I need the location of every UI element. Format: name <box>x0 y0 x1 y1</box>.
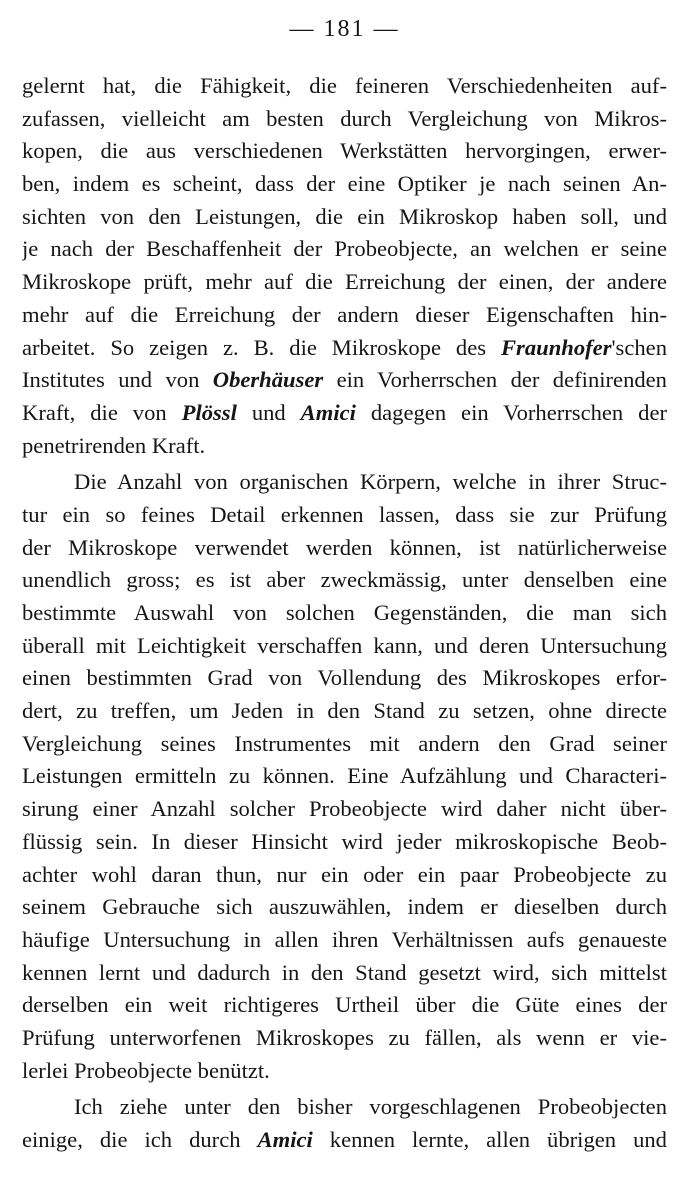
text-line: lerlei Probeobjecte benützt. <box>22 1057 270 1083</box>
text-line: Vergleichung seines Instrumentes mit andern den Grad seiner <box>22 730 667 756</box>
paragraph-3 <box>22 1091 667 1156</box>
text-line: sichten von den Leistungen, die ein Mikroskop haben soll, und <box>22 203 667 229</box>
text-line: je nach der Beschaffenheit der Probeobjecte, an welchen er seine <box>22 236 667 262</box>
text-line: bestimmte Auswahl von solchen Gegenständen, die man sich <box>22 600 667 625</box>
text-line: häufige Untersuchung in allen ihren Verhältnissen aufs genaueste <box>22 926 667 952</box>
text-line: penetrirenden Kraft. <box>22 432 206 458</box>
text-line: flüssig sein. In dieser Hinsicht wird jeder mikroskopische Beob- <box>22 828 667 854</box>
text-line: gelernt hat, die Fähigkeit, die feineren Verschiedenheiten auf- <box>22 73 667 98</box>
text-line: Ich ziehe unter den bisher vorgeschlagenen Probeobjecten <box>74 1094 667 1120</box>
paragraph-1 <box>22 70 667 462</box>
text-line: kopen, die aus verschiedenen Werkstätten hervorgingen, erwer- <box>22 138 667 164</box>
text-line: Kraft, die von Plössl und Amici dagegen ein Vorherrschen der <box>22 399 667 425</box>
text-line: überall mit Leichtigkeit verschaffen kann, und deren Untersuchung <box>22 632 667 658</box>
text-line: Mikroskope prüft, mehr auf die Erreichung der einen, der andere <box>22 269 667 295</box>
text-line: zufassen, vielleicht am besten durch Vergleichung von Mikros- <box>22 105 667 131</box>
text-line: ben, indem es scheint, dass der eine Optiker je nach seinen An- <box>22 171 667 197</box>
text-line: Prüfung unterworfenen Mikroskopes zu fällen, als wenn er vie- <box>22 1024 667 1050</box>
person-name-amici: Amici <box>257 1127 313 1152</box>
text-line: arbeitet. So zeigen z. B. die Mikroskope des Fraunhofer'schen <box>22 334 667 360</box>
text-line: mehr auf die Erreichung der andern dieser Eigenschaften hin- <box>22 301 667 327</box>
person-name-fraunhofer: Fraunhofer <box>500 334 612 360</box>
text-line: achter wohl daran thun, nur ein oder ein paar Probeobjecte zu <box>22 861 667 887</box>
text-line: derselben ein weit richtigeres Urtheil über die Güte eines der <box>22 992 667 1018</box>
person-name-ploessl: Plössl <box>181 399 237 425</box>
person-name-amici: Amici <box>300 399 356 425</box>
text-line: tur ein so feines Detail erkennen lassen, dass sie zur Prüfung <box>22 501 667 527</box>
text-line: Die Anzahl von organischen Körpern, welche in ihrer Struc- <box>74 469 667 495</box>
paragraph-2 <box>22 466 667 1087</box>
text-line: kennen lernt und dadurch in den Stand gesetzt wird, sich mittelst <box>22 959 667 985</box>
text-line: seinem Gebrauche sich auszuwählen, indem er dieselben durch <box>22 894 667 920</box>
text-line: Leistungen ermitteln zu können. Eine Aufzählung und Characteri- <box>22 763 667 789</box>
text-line: sirung einer Anzahl solcher Probeobjecte wird daher nicht über- <box>22 796 667 822</box>
person-name-oberhaeuser: Oberhäuser <box>212 367 324 393</box>
page-number-header: — 181 — <box>289 16 400 42</box>
text-line: einige, die ich durch Amici kennen lernte, allen übrigen und <box>22 1127 667 1152</box>
text-line: einen bestimmten Grad von Vollendung des Mikroskopes erfor- <box>22 665 667 691</box>
text-line: dert, zu treffen, um Jeden in den Stand zu setzen, ohne directe <box>22 698 667 724</box>
text-line: der Mikroskope verwendet werden können, ist natürlicherweise <box>22 534 667 560</box>
text-line: Institutes und von Oberhäuser ein Vorherrschen der definirenden <box>22 367 667 393</box>
text-line: unendlich gross; es ist aber zweckmässig, unter denselben eine <box>22 567 667 593</box>
